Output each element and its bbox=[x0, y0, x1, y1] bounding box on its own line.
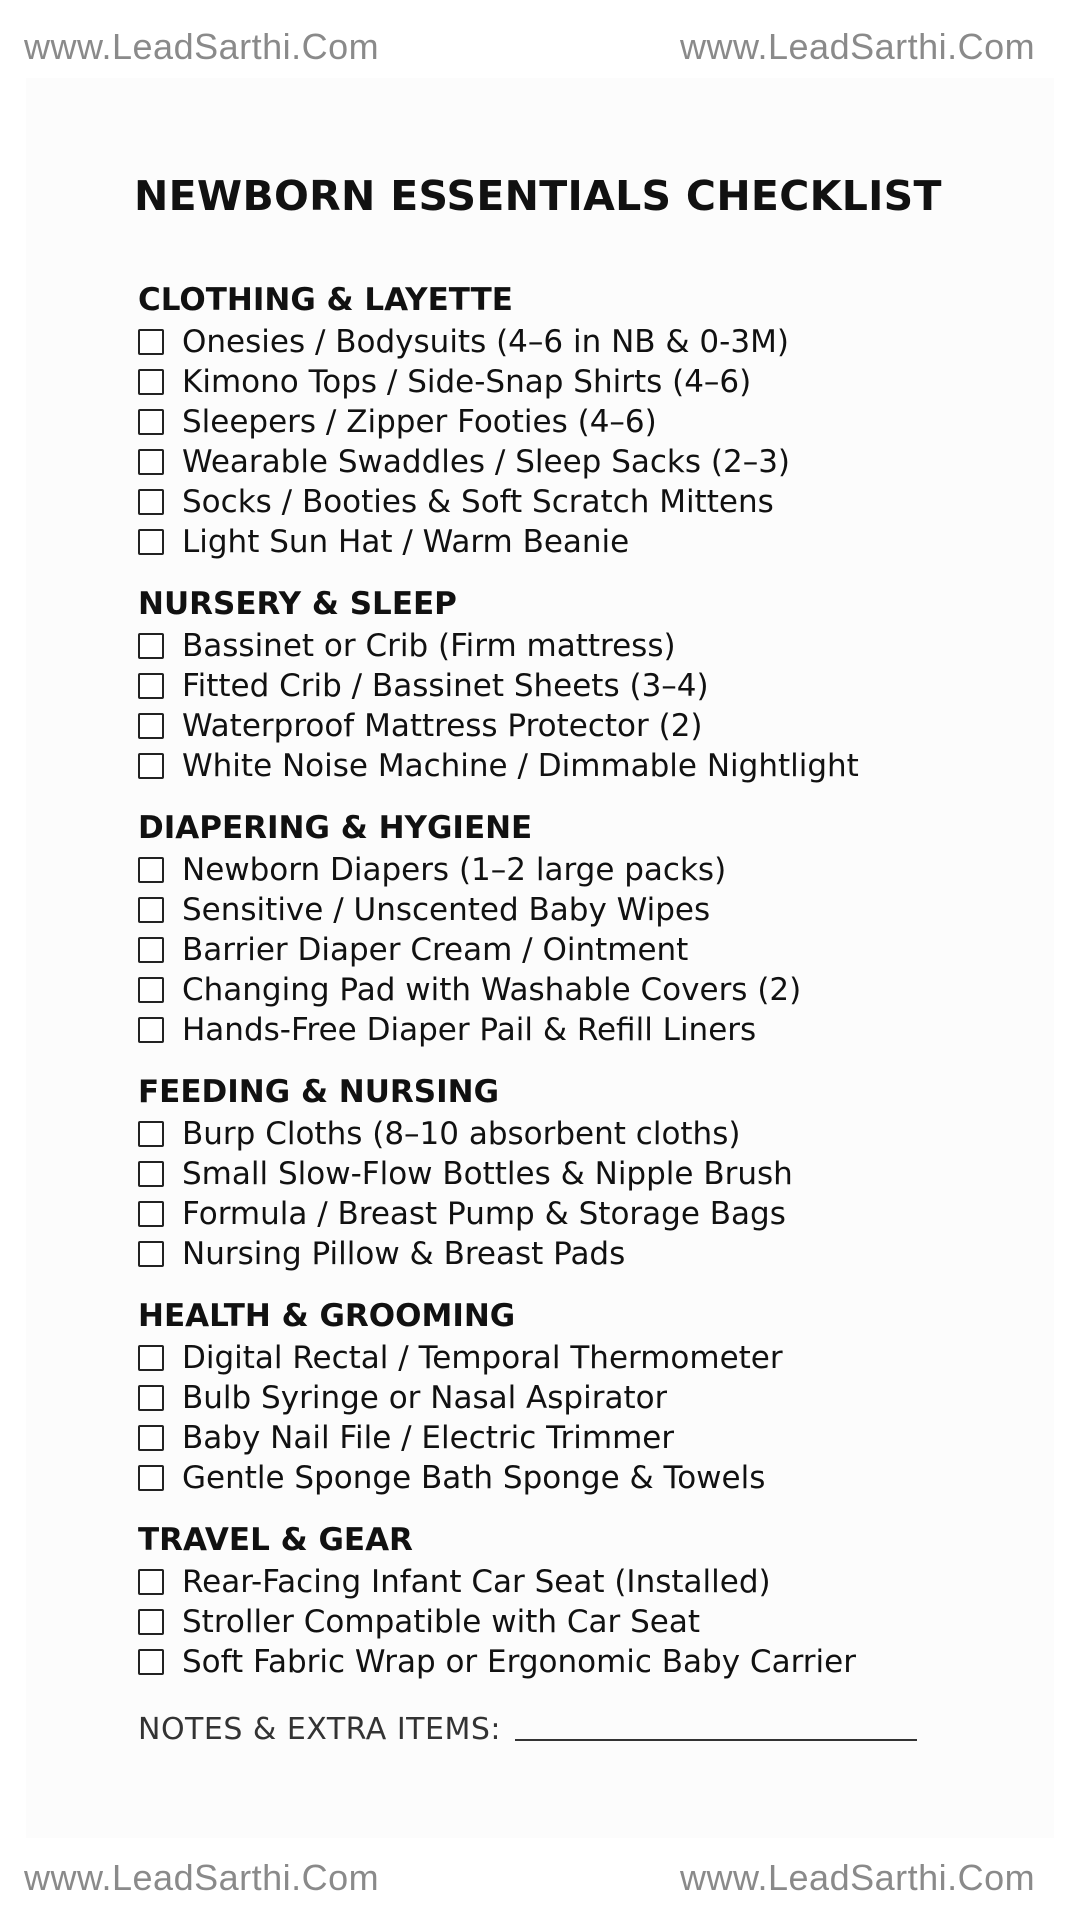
checkbox-icon[interactable] bbox=[138, 529, 164, 555]
checklist-section bbox=[138, 278, 958, 562]
checkbox-icon[interactable] bbox=[138, 753, 164, 779]
item-label: Changing Pad with Washable Covers (2) bbox=[182, 972, 802, 1008]
checklist-item[interactable] bbox=[138, 322, 958, 362]
checkbox-icon[interactable] bbox=[138, 1017, 164, 1043]
watermark-bottom-right: www.LeadSarthi.Com bbox=[680, 1857, 1036, 1898]
checkbox-icon[interactable] bbox=[138, 713, 164, 739]
checkbox-icon[interactable] bbox=[138, 449, 164, 475]
section-heading: FEEDING & NURSING bbox=[138, 1074, 500, 1110]
notes-blank-line[interactable] bbox=[515, 1739, 917, 1741]
checklist-section bbox=[138, 1518, 958, 1682]
checkbox-icon[interactable] bbox=[138, 1345, 164, 1371]
checklist-item[interactable] bbox=[138, 1642, 958, 1682]
checklist bbox=[138, 278, 958, 1702]
checklist-section bbox=[138, 1294, 958, 1498]
item-label: Soft Fabric Wrap or Ergonomic Baby Carrier bbox=[182, 1644, 856, 1680]
checklist-item[interactable] bbox=[138, 442, 958, 482]
item-label: Formula / Breast Pump & Storage Bags bbox=[182, 1196, 786, 1232]
item-label: Gentle Sponge Bath Sponge & Towels bbox=[182, 1460, 766, 1496]
item-label: Digital Rectal / Temporal Thermometer bbox=[182, 1340, 783, 1376]
item-label: Newborn Diapers (1–2 large packs) bbox=[182, 852, 727, 888]
checklist-section bbox=[138, 806, 958, 1050]
item-label: Light Sun Hat / Warm Beanie bbox=[182, 524, 630, 560]
checklist-item[interactable] bbox=[138, 1234, 958, 1274]
watermark-bottom-left: www.LeadSarthi.Com bbox=[24, 1857, 380, 1898]
checklist-item[interactable] bbox=[138, 970, 958, 1010]
checkbox-icon[interactable] bbox=[138, 1241, 164, 1267]
item-label: Bassinet or Crib (Firm mattress) bbox=[182, 628, 676, 664]
item-label: Stroller Compatible with Car Seat bbox=[182, 1604, 700, 1640]
item-label: Wearable Swaddles / Sleep Sacks (2–3) bbox=[182, 444, 791, 480]
checkbox-icon[interactable] bbox=[138, 857, 164, 883]
checklist-item[interactable] bbox=[138, 402, 958, 442]
checklist-item[interactable] bbox=[138, 482, 958, 522]
item-label: Waterproof Mattress Protector (2) bbox=[182, 708, 703, 744]
section-heading: TRAVEL & GEAR bbox=[138, 1522, 413, 1558]
section-heading: DIAPERING & HYGIENE bbox=[138, 810, 533, 846]
checklist-item[interactable] bbox=[138, 1562, 958, 1602]
checkbox-icon[interactable] bbox=[138, 369, 164, 395]
checklist-section bbox=[138, 582, 958, 786]
item-label: Hands-Free Diaper Pail & Refill Liners bbox=[182, 1012, 757, 1048]
checklist-item[interactable] bbox=[138, 666, 958, 706]
item-label: Sleepers / Zipper Footies (4–6) bbox=[182, 404, 657, 440]
page-title: NEWBORN ESSENTIALS CHECKLIST bbox=[134, 172, 942, 220]
checkbox-icon[interactable] bbox=[138, 897, 164, 923]
item-label: Rear-Facing Infant Car Seat (Installed) bbox=[182, 1564, 771, 1600]
checklist-item[interactable] bbox=[138, 362, 958, 402]
checklist-item[interactable] bbox=[138, 890, 958, 930]
item-label: Fitted Crib / Bassinet Sheets (3–4) bbox=[182, 668, 709, 704]
checkbox-icon[interactable] bbox=[138, 329, 164, 355]
section-heading: NURSERY & SLEEP bbox=[138, 586, 457, 622]
section-heading: CLOTHING & LAYETTE bbox=[138, 282, 513, 318]
checkbox-icon[interactable] bbox=[138, 1385, 164, 1411]
checklist-item[interactable] bbox=[138, 706, 958, 746]
checklist-item[interactable] bbox=[138, 522, 958, 562]
checklist-item[interactable] bbox=[138, 1458, 958, 1498]
checkbox-icon[interactable] bbox=[138, 977, 164, 1003]
checklist-item[interactable] bbox=[138, 746, 958, 786]
item-label: Nursing Pillow & Breast Pads bbox=[182, 1236, 626, 1272]
item-label: Small Slow-Flow Bottles & Nipple Brush bbox=[182, 1156, 793, 1192]
section-heading: HEALTH & GROOMING bbox=[138, 1298, 516, 1334]
checkbox-icon[interactable] bbox=[138, 673, 164, 699]
checklist-item[interactable] bbox=[138, 1338, 958, 1378]
checklist-item[interactable] bbox=[138, 1154, 958, 1194]
checklist-item[interactable] bbox=[138, 850, 958, 890]
item-label: Baby Nail File / Electric Trimmer bbox=[182, 1420, 675, 1456]
checkbox-icon[interactable] bbox=[138, 1201, 164, 1227]
checkbox-icon[interactable] bbox=[138, 937, 164, 963]
checklist-item[interactable] bbox=[138, 1194, 958, 1234]
checklist-section bbox=[138, 1070, 958, 1274]
checkbox-icon[interactable] bbox=[138, 1649, 164, 1675]
item-label: Socks / Booties & Soft Scratch Mittens bbox=[182, 484, 774, 520]
item-label: Onesies / Bodysuits (4–6 in NB & 0-3M) bbox=[182, 324, 789, 360]
checklist-item[interactable] bbox=[138, 626, 958, 666]
checklist-item[interactable] bbox=[138, 1010, 958, 1050]
item-label: Bulb Syringe or Nasal Aspirator bbox=[182, 1380, 668, 1416]
watermark-top-right: www.LeadSarthi.Com bbox=[680, 26, 1036, 67]
item-label: Kimono Tops / Side-Snap Shirts (4–6) bbox=[182, 364, 752, 400]
notes-label: NOTES & EXTRA ITEMS: bbox=[138, 1712, 501, 1747]
checkbox-icon[interactable] bbox=[138, 1425, 164, 1451]
item-label: Barrier Diaper Cream / Ointment bbox=[182, 932, 689, 968]
checklist-item[interactable] bbox=[138, 1418, 958, 1458]
item-label: White Noise Machine / Dimmable Nightlight bbox=[182, 748, 859, 784]
checkbox-icon[interactable] bbox=[138, 1465, 164, 1491]
checkbox-icon[interactable] bbox=[138, 409, 164, 435]
checklist-item[interactable] bbox=[138, 1114, 958, 1154]
item-label: Sensitive / Unscented Baby Wipes bbox=[182, 892, 711, 928]
checkbox-icon[interactable] bbox=[138, 633, 164, 659]
checkbox-icon[interactable] bbox=[138, 1121, 164, 1147]
checkbox-icon[interactable] bbox=[138, 1161, 164, 1187]
checkbox-icon[interactable] bbox=[138, 1609, 164, 1635]
watermark-top-left: www.LeadSarthi.Com bbox=[24, 26, 380, 67]
notes-row bbox=[138, 1712, 917, 1747]
checkbox-icon[interactable] bbox=[138, 1569, 164, 1595]
item-label: Burp Cloths (8–10 absorbent cloths) bbox=[182, 1116, 741, 1152]
checklist-item[interactable] bbox=[138, 930, 958, 970]
checklist-item[interactable] bbox=[138, 1602, 958, 1642]
checklist-item[interactable] bbox=[138, 1378, 958, 1418]
checkbox-icon[interactable] bbox=[138, 489, 164, 515]
